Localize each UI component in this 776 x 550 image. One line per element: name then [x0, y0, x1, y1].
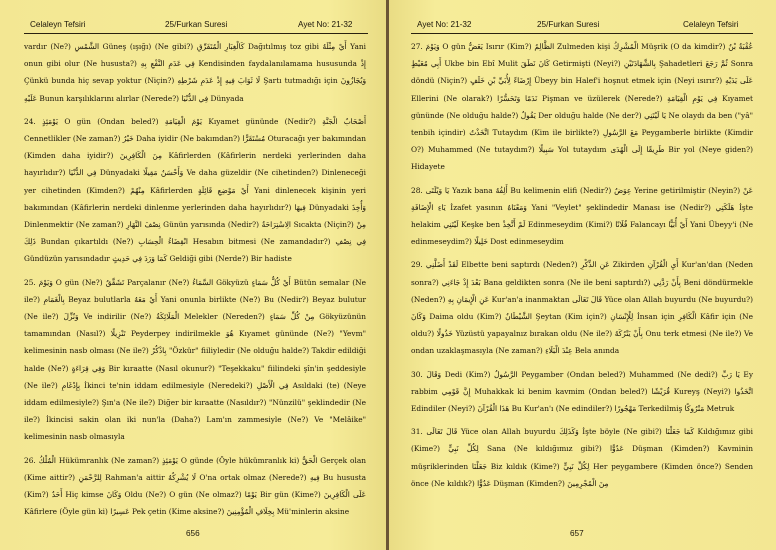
- right-paragraph: 31. قَالَ تَعَالَى Yüce olan Allah buyurdu وَكَذَلِكَ İşte böyle (Ne gibi?) كَمَا جَعَلْنَا Kıldığımız gibi (Kime?) لِكُلِّ نَبِيٍّ Sana (Ne kıldığımız gibi?) عَدُوًّا Düşman (Kimden?) Kavminin müşriklerinden جَعَلْنَا Biz kıldık (Kime?) لِكُلِّ نَبِيٍّ Her peygambere (Kimden önce?) Senden önce (Ne kıldık?) عَدُوًّا Düşman (Kimden?) مِنَ الْمُجْرِمِينَ: [411, 427, 753, 488]
- right-header-verse-range: Ayet No: 21-32: [417, 20, 472, 29]
- left-paragraph: 25. وَيَوْمَ O gün (Ne?) تَشَقَّقُ Parçalanır (Ne?) السَّمَاءُ Gökyüzü أَيْ كُلُّ سَمَاءٍ Bütün semalar (Ne ile?) بِالْغَمَامِ Beyaz bulutlarla أَيْ مَعَهُ Yani onunla birlikte (Ne?) Bu (Nedir?) Beyaz bulutur (Ne ile?) وَنُزِّلَ Ve indirilir (Ne?) الْمَلَائِكَةُ Melekler (Nereden?) مِنْ كُلِّ سَمَاءٍ Gökyüzünün tamamından (Nasıl?) تَنْزِيلًا Peyderpey indirilmekle هُوَ Kıyamet gününde (Ne?) "Yevm" kelimesinin nasb olması (Ne ile?) بِاذْكُرْ "Özkür" fiiliyledir (Ne olduğu halde?) Takdir edildiği halde (Ne?) وَفِي قِرَاءَةٍ Bir kıraatte (Nasıl okunur?) "Teşekkaku" fiilindeki şîn'in şeddesiyle (Ne ile?) بِإِدْغَامِ İkinci te'nin iddam edilmesiyle (Neredeki?) فِي الْأَصْلِ Asıldaki (te) (Neye iddam edilmesiyle?) Şın'a (Ne ile?) Diğer bir kıraatte (Nasıldır?) "Nünzilü" şeklindedir (Ne ile?) İkincisi sakin olan iki nun'la (Daha?) Lam'ın zammesiyle (Ne?) Ve "Melâike" kelimesinin nasb olmasıyla: [24, 277, 367, 442]
- right-page: [389, 0, 776, 550]
- right-paragraph: 27. وَيَوْمَ O gün يَعَضُّ Isırır (Kim?) الظَّالِمُ Zulmeden kişi الْمُشْرِكُ Müşrik (O da kimdir?) عُقْبَةُ بْنُ أَبِي مُعَيْطٍ Ukbe bin Ebî Mulit كَانَ نَطَقَ Getirmişti (Neyi?) بِالشَّهَادَتَيْنِ Şahadetleri ثُمَّ رَجَعَ Sonra döndü (Niçin?) إِرْضَاءً لِأُبَيِّ بْنِ خَلَفٍ Übeyy bin Halef'i hoşnut etmek için (Neyi ısırır?) عَلَى يَدَيْهِ Ellerini (Ne olarak?) نَدَمًا وَتَحَسُّرًا Pişman ve üzülerek (Nerede?) فِي يَوْمِ الْقِيَامَةِ Kıyamet gününde (Ne olduğu halde?) يَقُولُ Der olduğu halde (Ne der?) يَا لَيْتَنِي Ne olaydı da ben ("yâ" tenbih içindir) اتَّخَذْتُ Tutaydım (Kim ile birlikte?) مَعَ الرَّسُولِ Peygamberle birlikte (Kimdir O?) Muhammed (Ne tutaydım?) سَبِيلًا Yol tutaydım طَرِيقًا إِلَى الْهُدَى Bir yol (Neye giden?) Hidayete: [411, 42, 754, 172]
- right-paragraph: 28. يَا وَيْلَتَى Yazık bana أَلِفُهُ Bu kelimenin elifi (Nedir?) عِوَضٌ Yerine getirilmiştir (Neyin?) عَنْ يَاءِ الْإِضَافَةِ İzafet yasının وَمَعْنَاهُ Yani "Veylet" şeklindedir Manası ise (Nedir?) هَلَكَتِي İşte helakim لَيْتَنِي Keşke ben لَمْ أَتَّخِذْ Edinmeseydim (Kimi?) فُلَانًا Falancayı أَيْ أُبَيًّا Yani Übeyy'i (Ne edinmeseydim?) خَلِيلًا Dost edinmeseydim: [411, 185, 754, 247]
- left-paragraph: vardır (Ne?) الشَّمْسِ Güneş (ışığı) (Ne gibi?) كَالْغِبَارِ الْمُتَفَرِّقِ Dağıtılmış toz gibi أَيْ مِثْلَهُ Yani onun gibi olur (Ne hususta?) فِي عَدَمِ النَّفْعِ بِهِ Kendisinden faydalanılamama hususunda إِذْ Çünkü bunda hiç sevap yoktur (Niçin?) لَا ثَوَابَ فِيهِ إِذْ عَدَمِ شَرْطِهِ Şartı tutmadığı için وَيُجَازُونَ عَلَيْهِ Bunun karşılıklarını alırlar (Nerede?) فِي الدُّنْيَا Dünyada: [24, 42, 367, 103]
- left-header-verse-range: Ayet No: 21-32: [298, 20, 353, 29]
- left-commentary: [24, 38, 366, 526]
- left-header-surah: 25/Furkan Suresi: [165, 20, 228, 29]
- left-page-number: 656: [186, 529, 200, 538]
- left-paragraph: 26. الْمُلْكُ Hükümranlık (Ne zaman?) يَوْمَئِذٍ O günde (Öyle hükümranlık ki) الْحَقُّ Gerçek olan (Kime aittir?) لِلرَّحْمَنِ Rahman'a aittir لَا يُشْرِكُهُ O'na ortak olmaz (Nerede?) فِيهِ Bu hususta (Kim?) أَحَدٌ Hiç kimse وَكَانَ Oldu (Ne?) O gün (Ne olmaz?) يَوْمًا Bir gün (Kime?) عَلَى الْكَافِرِينَ Kâfirlere (Öyle gün ki) عَسِيرًا Pek çetin (Kime aksine?) بِخِلَافِ الْمُؤْمِنِينَ Mü'minlerin aksine: [24, 455, 366, 517]
- right-header-rule: [411, 33, 753, 34]
- left-header-book-title: Celaleyn Tefsiri: [30, 20, 86, 29]
- left-paragraph: 24. يَوْمَئِذٍ O gün (Ondan beled?) يَوْمَ الْقِيَامَةِ Kıyamet gününde (Nedir?) أَصْحَابُ الْجَنَّةِ Cennetlikler (Ne zaman?) خَيْرٌ Daha iyidir (Ne bakımdan?) مُسْتَقَرًّا Oturacağı yer bakımından (Kimden daha iyidir?) مِنَ الْكَافِرِينَ Kâfirlerden (Kâfirlerin nerdeki yerlerinden daha hayırlıdır?) فِي الدُّنْيَا Dünyadaki وَأَحْسَنُ مَقِيلًا Ve daha güzeldir (Ne cihetinden?) Dinleneceği yer cihetinden (Kimden?) مِنْهُمْ Kâfirlerden أَيْ مَوْضِعِ قَائِلَةٍ Yani dinlenecek kişinin yeri bakımından (Kâfirlerin nerdeki dinlenme yerlerinden daha hayırlıdır?) فِيهَا Dünyadaki وَأُخِذَ Dinlenmektir (Ne zaman?) نِصْفَ النَّهَارِ Günün yarısında (Nedir?) الِاسْتِرَاحَةُ Sıcakta (Niçin?) مِنْ ذَلِكَ Bundan çıkartıldı (Ne?) انْقِضَاءُ الْحِسَابِ Hesabın bitmesi (Ne zamandadır?) فِي نِصْفِ Gündüzün yarısındadır كَمَا وَرَدَ فِي حَدِيثٍ Geldiği gibi (Nerde?) Bir hadiste: [24, 116, 367, 264]
- right-header-surah: 25/Furkan Suresi: [537, 20, 600, 29]
- right-paragraph: 30. وَقَالَ Dedi (Kim?) الرَّسُولُ Peygamber (Ondan beled?) Muhammed (Ne dedi?) يَا رَبِّ Ey rabbim إِنَّ قَوْمِي Muhakkak ki benim kavmim (Ondan beled?) قُرَيْشًا Kureyş (Neyi?) اتَّخَذُوا Edindiler (Neyi?) هَذَا الْقُرْآنَ Bu Kur'an'ı (Ne edindiler?) مَهْجُورًا Terkedilmiş مَتْرُوكًا Metruk: [411, 369, 753, 414]
- right-header-book-title: Celaleyn Tefsiri: [683, 20, 739, 29]
- right-paragraph: 29. لَقَدْ أَضَلَّنِي Elbette beni saptırdı (Neden?) عَنِ الذِّكْرِ Zikirden أَيِ الْقُرْآنِ Kur'an'dan (Neden sonra?) بَعْدَ إِذْ جَاءَنِي Bana geldikten sonra (Ne ile beni saptırdı?) بِأَنْ رَدَّنِي Beni döndürmekle (Neden?) عَنِ الْإِيمَانِ بِهِ Kur'an'a inanmaktan قَالَ تَعَالَى Yüce olan Allah buyurdu (Ne buyurdu?) وَكَانَ Daima oldu (Kim?) الشَّيْطَانُ Şeytan (Kim için?) لِلْإِنْسَانِ İnsan için الْكَافِرِ Kâfir için (Ne oldu?) خَذُولًا Yüzüstü yapayalnız bırakan oldu (Ne ile?) بِأَنْ يَتْرُكَهُ Onu terk etmesi (Ne ile?) Ve ondan uzaklaşmasıyla (Ne zaman?) عِنْدَ الْبَلَاءِ Bela anında: [411, 260, 753, 356]
- left-page: [0, 0, 386, 550]
- right-page-number: 657: [570, 529, 584, 538]
- left-header-rule: [24, 33, 368, 34]
- right-commentary: [411, 38, 753, 498]
